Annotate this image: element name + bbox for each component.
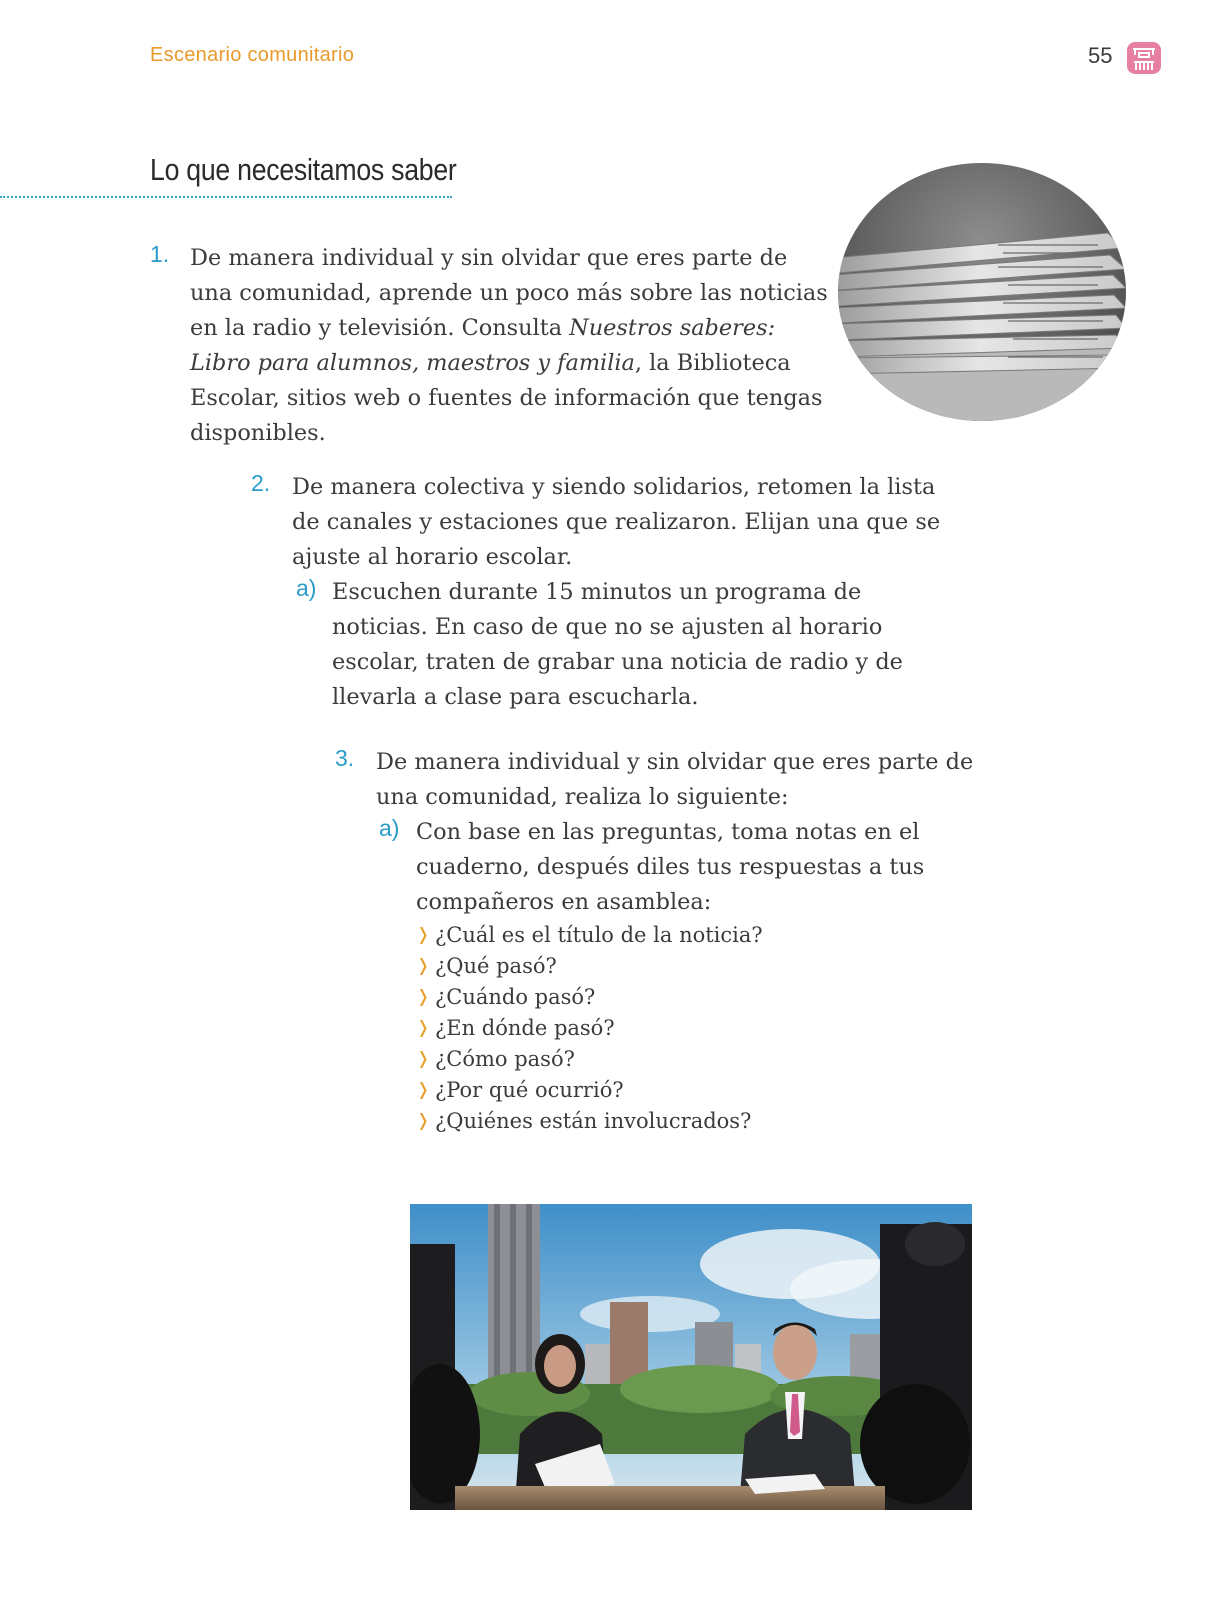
- page-number: 55: [1088, 43, 1113, 68]
- newspaper-stack-photo: [838, 163, 1126, 421]
- list-item: ❭ ¿En dónde pasó?: [416, 1013, 763, 1044]
- item-text-1: [190, 241, 830, 451]
- item-1-text-start: De manera individual y sin olvidar que eres parte de una comunidad, aprende un poco más sobre las noticias en la radio y televisión. Consulta: [190, 245, 828, 341]
- item-text-2: De manera colectiva y siendo solidarios, retomen la lista de canales y estaciones que realizaron. Elijan una que se ajuste al horario escolar.: [292, 474, 941, 570]
- item-number-1: 1.: [150, 241, 170, 267]
- book-title: Nuestros saberes: Libro para alumnos, maestros y familia: [190, 315, 776, 376]
- news-studio-photo: [410, 1204, 972, 1510]
- subitem-letter-3a: a): [379, 815, 400, 841]
- list-item: ❭ ¿Cuándo pasó?: [416, 982, 763, 1013]
- chevron-right-icon: ❭: [416, 987, 431, 1007]
- chevron-right-icon: ❭: [416, 1111, 431, 1131]
- chevron-right-icon: ❭: [416, 956, 431, 976]
- list-item: ❭ ¿Por qué ocurrió?: [416, 1075, 763, 1106]
- list-item: ❭ ¿Cuál es el título de la noticia?: [416, 920, 763, 951]
- section-label: Escenario comunitario: [150, 44, 355, 66]
- chevron-right-icon: ❭: [416, 925, 431, 945]
- glyph-icon: [1126, 40, 1162, 76]
- chevron-right-icon: ❭: [416, 1080, 431, 1100]
- section-title: Lo que necesitamos saber: [150, 152, 457, 187]
- list-item: ❭ ¿Qué pasó?: [416, 951, 763, 982]
- question-list: [416, 920, 763, 1137]
- subitem-letter-2a: a): [296, 575, 317, 601]
- title-divider: [0, 196, 452, 198]
- subitem-text-3a: Con base en las preguntas, toma notas en el cuaderno, después diles tus respuestas a tus compañeros en asamblea:: [416, 819, 925, 915]
- list-item: ❭ ¿Cómo pasó?: [416, 1044, 763, 1075]
- subitem-text-2a: Escuchen durante 15 minutos un programa de noticias. En caso de que no se ajusten al horario escolar, traten de grabar una noticia de radio y de llevarla a clase para escucharla.: [332, 579, 903, 710]
- item-text-3: De manera individual y sin olvidar que eres parte de una comunidad, realiza lo siguiente:: [376, 749, 974, 810]
- item-1-text-end: , la Biblioteca Escolar, sitios web o fuentes de información que tengas disponibles.: [190, 350, 823, 446]
- item-number-2: 2.: [251, 470, 271, 496]
- item-number-3: 3.: [335, 745, 355, 771]
- chevron-right-icon: ❭: [416, 1049, 431, 1069]
- list-item: ❭ ¿Quiénes están involucrados?: [416, 1106, 763, 1137]
- chevron-right-icon: ❭: [416, 1018, 431, 1038]
